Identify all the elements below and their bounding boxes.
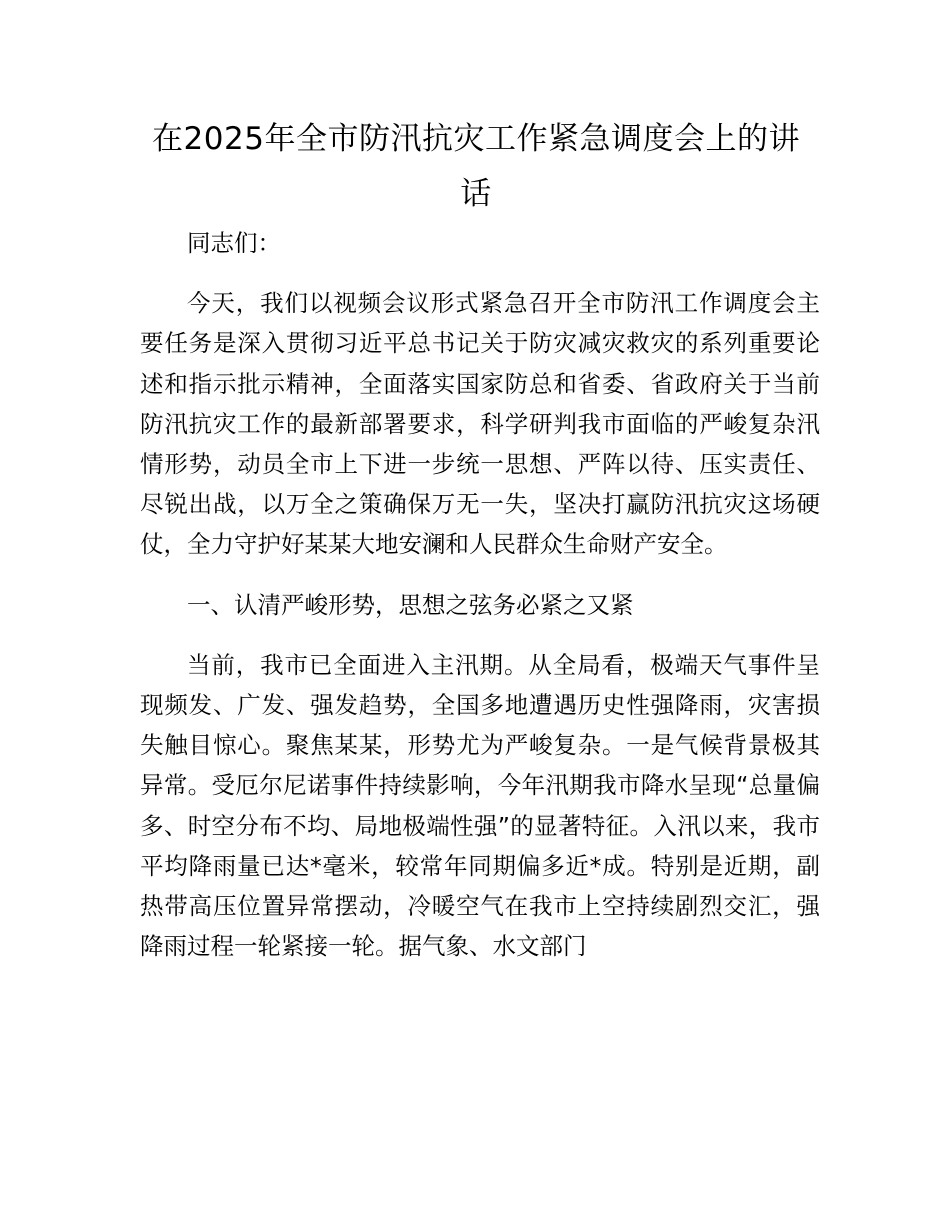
document-body: [140, 223, 820, 966]
section-heading-1: 一、认清严峻形势，思想之弦务必紧之又紧: [187, 590, 634, 619]
paragraph-situation: 当前，我市已全面进入主汛期。从全局看，极端天气事件呈现频发、广发、强发趋势，全国多地遭遇历史性强降雨，灾害损失触目惊心。聚焦某某，形势尤为严峻复杂。一是气候背景极其异常。受厄尔尼诺事件持续影响，今年汛期我市降水呈现“总量偏多、时空分布不均、局地极端性强”的显著特征。入汛以来，我市平均降雨量已达*毫米，较常年同期偏多近*成。特别是近期，副热带高压位置异常摆动，冷暖空气在我市上空持续剧烈交汇，强降雨过程一轮紧接一轮。据气象、水文部门: [140, 650, 820, 961]
salutation: 同志们：: [187, 229, 281, 257]
document-title: 在2025年全市防汛抗灾工作紧急调度会上的讲话: [152, 121, 800, 212]
paragraph-intro: 今天，我们以视频会议形式紧急召开全市防汛工作调度会主要任务是深入贯彻习近平总书记关于防灾减灾救灾的系列重要论述和指示批示精神，全面落实国家防总和省委、省政府关于当前防汛抗灾工作的最新部署要求，科学研判我市面临的严峻复杂汛情形势，动员全市上下进一步统一思想、严阵以待、压实责任、尽锐出战，以万全之策确保万无一失，坚决打赢防汛抗灾这场硬仗，全力守护好某某大地安澜和人民群众生命财产安全。: [140, 289, 820, 559]
